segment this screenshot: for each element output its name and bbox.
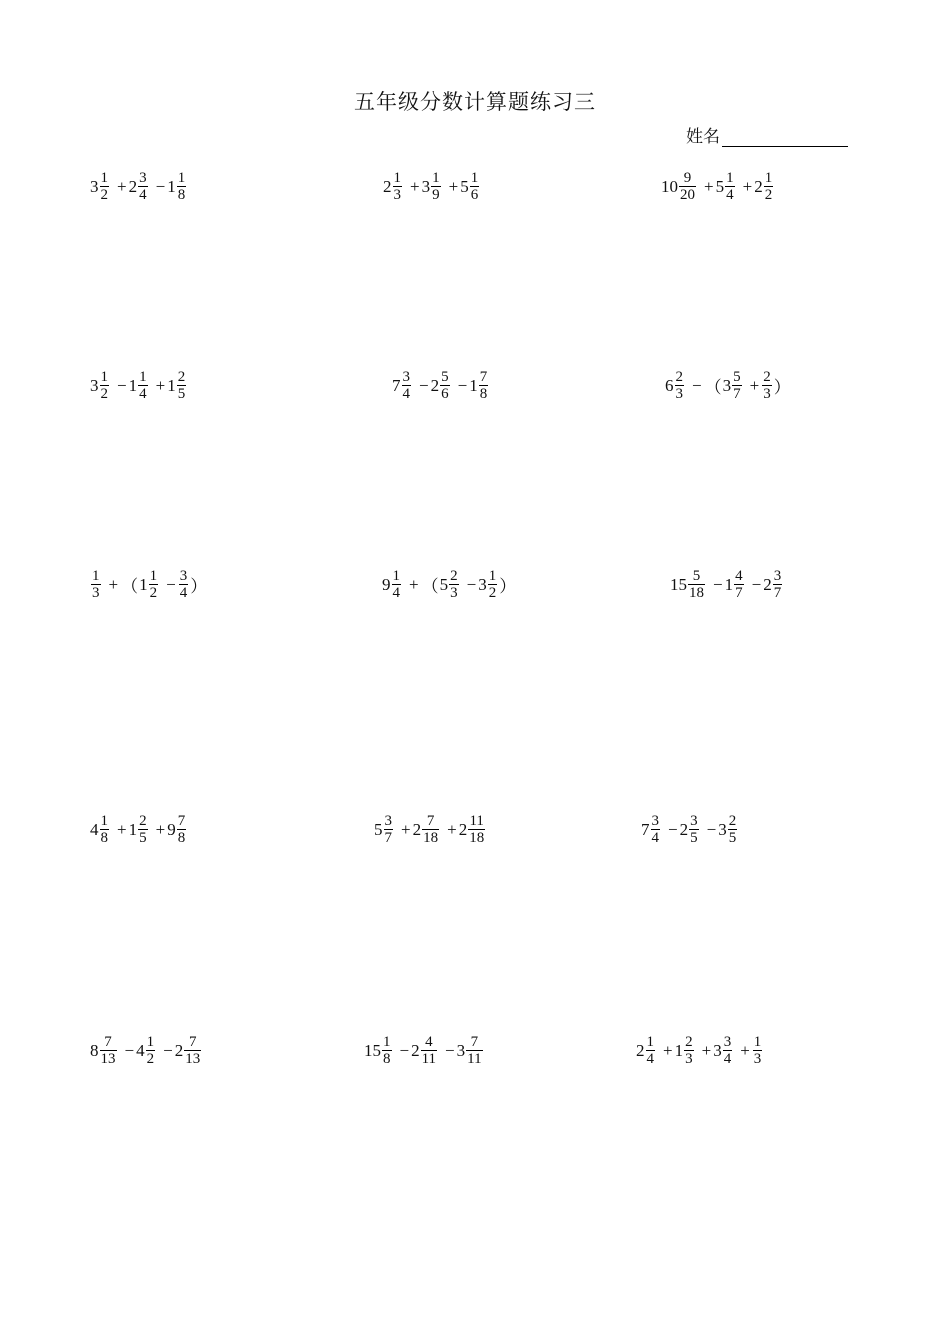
fraction xyxy=(646,1034,656,1067)
numerator: 1 xyxy=(146,1034,155,1050)
numerator: 7 xyxy=(177,813,186,829)
whole-part: 3 xyxy=(718,819,727,839)
problem-9 xyxy=(670,568,783,601)
whole-part: 15 xyxy=(670,574,687,594)
numerator: 1 xyxy=(470,170,479,186)
whole-part: 3 xyxy=(713,1040,722,1060)
mixed-number xyxy=(383,170,403,203)
mixed-number xyxy=(641,813,661,846)
mixed-number xyxy=(167,813,187,846)
fraction xyxy=(91,568,101,601)
denominator: 3 xyxy=(753,1051,762,1067)
problem-1 xyxy=(90,170,187,203)
numerator: 1 xyxy=(392,568,400,584)
fraction xyxy=(184,1034,201,1067)
problem-8 xyxy=(382,568,517,601)
mixed-number xyxy=(754,170,774,203)
name-blank-line[interactable] xyxy=(722,126,848,147)
whole-part: 9 xyxy=(382,574,391,594)
denominator: 4 xyxy=(139,386,147,402)
parenthesis: ） xyxy=(499,577,517,596)
fraction xyxy=(100,1034,117,1067)
whole-part: 4 xyxy=(90,819,99,839)
numerator: 1 xyxy=(100,369,108,385)
denominator: 2 xyxy=(488,585,497,601)
fraction xyxy=(732,369,742,402)
fraction xyxy=(393,170,403,203)
fraction xyxy=(177,813,187,846)
numerator: 1 xyxy=(393,170,401,186)
whole-part: 1 xyxy=(128,375,138,395)
numerator: 1 xyxy=(139,369,147,385)
mixed-number xyxy=(392,369,412,402)
whole-part: 2 xyxy=(458,819,468,839)
fraction xyxy=(479,369,489,402)
fraction xyxy=(773,568,783,601)
operator: − xyxy=(668,819,678,839)
denominator: 6 xyxy=(441,386,449,402)
denominator: 20 xyxy=(680,187,695,203)
problem-11 xyxy=(374,813,486,846)
mixed-number xyxy=(167,369,187,402)
whole-part: 3 xyxy=(90,375,99,395)
mixed-number xyxy=(725,568,745,601)
denominator: 4 xyxy=(646,1051,654,1067)
numerator: 3 xyxy=(690,813,698,829)
denominator: 8 xyxy=(177,830,186,846)
denominator: 3 xyxy=(763,386,771,402)
numerator: 2 xyxy=(139,813,147,829)
mixed-number xyxy=(713,1034,733,1067)
whole-part: 9 xyxy=(167,819,176,839)
numerator: 2 xyxy=(728,813,737,829)
denominator: 3 xyxy=(450,585,458,601)
mixed-number xyxy=(761,369,773,402)
numerator: 1 xyxy=(92,568,100,584)
whole-part: 4 xyxy=(136,1040,145,1060)
denominator: 7 xyxy=(384,830,392,846)
operator: + xyxy=(663,1040,673,1060)
problem-2 xyxy=(383,170,480,203)
denominator: 3 xyxy=(675,386,683,402)
mixed-number xyxy=(469,369,489,402)
fraction xyxy=(100,813,110,846)
operator: − xyxy=(751,574,762,594)
whole-part: 2 xyxy=(128,176,138,196)
numerator: 7 xyxy=(104,1034,112,1050)
mixed-number xyxy=(382,568,402,601)
parenthesis: ） xyxy=(773,378,791,397)
mixed-number xyxy=(167,170,187,203)
operator: + xyxy=(117,819,127,839)
denominator: 3 xyxy=(92,585,100,601)
fraction xyxy=(449,568,459,601)
operator: + xyxy=(447,819,457,839)
whole-part: 10 xyxy=(661,176,678,196)
denominator: 5 xyxy=(177,386,186,402)
denominator: 18 xyxy=(423,830,439,846)
numerator: 1 xyxy=(100,170,108,186)
whole-part: 3 xyxy=(421,176,431,196)
fraction xyxy=(734,568,744,601)
denominator: 8 xyxy=(383,1051,391,1067)
name-label: 姓名 xyxy=(686,127,720,147)
numerator: 1 xyxy=(764,170,773,186)
denominator: 3 xyxy=(393,187,401,203)
denominator: 8 xyxy=(479,386,488,402)
mixed-number xyxy=(90,369,110,402)
whole-part: 1 xyxy=(128,819,138,839)
denominator: 2 xyxy=(764,187,773,203)
fraction xyxy=(728,813,738,846)
operator: − xyxy=(155,176,166,196)
numerator: 7 xyxy=(470,1034,479,1050)
denominator: 11 xyxy=(421,1051,437,1067)
mixed-number xyxy=(129,369,149,402)
fraction xyxy=(466,1034,482,1067)
fraction xyxy=(689,813,699,846)
numerator: 4 xyxy=(425,1034,433,1050)
fraction xyxy=(100,369,110,402)
fraction xyxy=(470,170,480,203)
numerator: 5 xyxy=(692,568,701,584)
denominator: 18 xyxy=(689,585,704,601)
numerator: 3 xyxy=(723,1034,732,1050)
parenthesis: （ xyxy=(121,577,139,596)
mixed-number xyxy=(459,813,487,846)
fraction xyxy=(179,568,189,601)
mixed-number xyxy=(718,813,738,846)
whole-part: 15 xyxy=(364,1040,381,1060)
mixed-number xyxy=(763,568,783,601)
whole-part: 3 xyxy=(90,176,99,196)
numerator: 3 xyxy=(384,813,392,829)
mixed-number xyxy=(136,1034,156,1067)
mixed-number xyxy=(431,369,451,402)
whole-part: 5 xyxy=(460,176,469,196)
operator: − xyxy=(124,1040,135,1060)
whole-part: 6 xyxy=(665,375,674,395)
whole-part: 2 xyxy=(174,1040,184,1060)
fraction xyxy=(679,170,696,203)
whole-part: 2 xyxy=(412,819,422,839)
mixed-number xyxy=(440,568,460,601)
fraction xyxy=(392,568,402,601)
mixed-number xyxy=(716,170,736,203)
fraction xyxy=(764,170,774,203)
fraction xyxy=(675,369,685,402)
whole-part: 8 xyxy=(90,1040,99,1060)
numerator: 1 xyxy=(753,1034,762,1050)
fraction xyxy=(149,568,159,601)
mixed-number xyxy=(129,170,149,203)
mixed-number xyxy=(670,568,706,601)
mixed-number xyxy=(460,170,480,203)
numerator: 2 xyxy=(675,369,683,385)
numerator: 9 xyxy=(683,170,692,186)
fraction xyxy=(468,813,485,846)
whole-part: 7 xyxy=(641,819,650,839)
operator: − xyxy=(163,1040,173,1060)
operator: + xyxy=(740,1040,750,1060)
denominator: 13 xyxy=(185,1051,201,1067)
denominator: 4 xyxy=(402,386,410,402)
operator: + xyxy=(410,176,420,196)
numerator: 1 xyxy=(646,1034,654,1050)
numerator: 5 xyxy=(733,369,741,385)
denominator: 7 xyxy=(735,585,743,601)
operator: + xyxy=(704,176,714,196)
mixed-number xyxy=(457,1034,484,1067)
operator: + xyxy=(701,1040,712,1060)
operator: + xyxy=(749,375,760,395)
mixed-number xyxy=(675,1034,695,1067)
denominator: 13 xyxy=(100,1051,116,1067)
fraction xyxy=(100,170,110,203)
whole-part: 1 xyxy=(167,176,176,196)
operator: − xyxy=(445,1040,455,1060)
mixed-number xyxy=(90,568,102,601)
denominator: 8 xyxy=(100,830,108,846)
denominator: 5 xyxy=(139,830,147,846)
whole-part: 2 xyxy=(430,375,440,395)
fraction xyxy=(431,170,441,203)
operator: − xyxy=(466,574,477,594)
whole-part: 1 xyxy=(674,1040,684,1060)
numerator: 1 xyxy=(149,568,158,584)
operator: + xyxy=(155,375,166,395)
denominator: 7 xyxy=(733,386,741,402)
fraction xyxy=(421,1034,437,1067)
operator: + xyxy=(155,819,166,839)
fraction xyxy=(422,813,439,846)
fraction xyxy=(177,369,187,402)
numerator: 7 xyxy=(426,813,435,829)
denominator: 4 xyxy=(726,187,734,203)
problem-13 xyxy=(90,1034,202,1067)
parenthesis: ） xyxy=(190,577,208,596)
problem-14 xyxy=(364,1034,484,1067)
whole-part: 1 xyxy=(139,574,148,594)
mixed-number xyxy=(90,813,110,846)
numerator: 3 xyxy=(139,170,147,186)
mixed-number xyxy=(90,1034,118,1067)
mixed-number xyxy=(129,813,149,846)
parenthesis: （ xyxy=(421,577,439,596)
mixed-number xyxy=(680,813,700,846)
denominator: 5 xyxy=(690,830,698,846)
mixed-number xyxy=(478,568,498,601)
operator: − xyxy=(457,375,468,395)
problem-3 xyxy=(661,170,774,203)
fraction xyxy=(762,369,772,402)
denominator: 5 xyxy=(728,830,737,846)
whole-part: 3 xyxy=(456,1040,466,1060)
operator: + xyxy=(108,574,119,594)
whole-part: 5 xyxy=(374,819,383,839)
whole-part: 5 xyxy=(439,574,449,594)
numerator: 3 xyxy=(179,568,188,584)
operator: − xyxy=(117,375,127,395)
mixed-number xyxy=(665,369,685,402)
whole-part: 2 xyxy=(754,176,763,196)
denominator: 4 xyxy=(651,830,659,846)
whole-part: 1 xyxy=(724,574,734,594)
numerator: 7 xyxy=(479,369,488,385)
numerator: 2 xyxy=(763,369,771,385)
numerator: 11 xyxy=(469,813,484,829)
fraction xyxy=(402,369,412,402)
whole-part: 2 xyxy=(679,819,689,839)
problem-15 xyxy=(636,1034,763,1067)
whole-part: 3 xyxy=(478,574,487,594)
operator: + xyxy=(401,819,411,839)
fraction xyxy=(725,170,735,203)
denominator: 7 xyxy=(773,585,782,601)
mixed-number xyxy=(413,813,441,846)
whole-part: 2 xyxy=(763,574,772,594)
numerator: 3 xyxy=(402,369,410,385)
fraction xyxy=(138,170,148,203)
operator: − xyxy=(706,819,717,839)
denominator: 2 xyxy=(100,386,108,402)
operator: − xyxy=(713,574,723,594)
fraction xyxy=(138,369,148,402)
operator: − xyxy=(166,574,176,594)
denominator: 11 xyxy=(467,1051,482,1067)
problem-7 xyxy=(90,568,208,601)
numerator: 4 xyxy=(735,568,743,584)
mixed-number xyxy=(723,369,743,402)
fraction xyxy=(138,813,148,846)
denominator: 2 xyxy=(146,1051,155,1067)
denominator: 2 xyxy=(100,187,108,203)
whole-part: 2 xyxy=(383,176,392,196)
operator: − xyxy=(399,1040,410,1060)
whole-part: 7 xyxy=(392,375,401,395)
numerator: 2 xyxy=(177,369,186,385)
problem-10 xyxy=(90,813,187,846)
denominator: 8 xyxy=(177,187,186,203)
numerator: 1 xyxy=(177,170,186,186)
operator: − xyxy=(692,375,702,395)
numerator: 3 xyxy=(651,813,659,829)
whole-part: 3 xyxy=(722,375,732,395)
fraction xyxy=(440,369,450,402)
problem-6 xyxy=(665,369,792,402)
denominator: 18 xyxy=(469,830,485,846)
mixed-number xyxy=(374,813,394,846)
fraction xyxy=(488,568,498,601)
denominator: 4 xyxy=(392,585,400,601)
fraction xyxy=(382,1034,392,1067)
mixed-number xyxy=(175,1034,203,1067)
fraction xyxy=(146,1034,156,1067)
numerator: 7 xyxy=(188,1034,197,1050)
problem-5 xyxy=(392,369,489,402)
operator: + xyxy=(117,176,127,196)
fraction xyxy=(753,1034,763,1067)
problem-12 xyxy=(641,813,738,846)
operator: + xyxy=(742,176,753,196)
mixed-number xyxy=(422,170,442,203)
mixed-number xyxy=(661,170,697,203)
denominator: 9 xyxy=(432,187,440,203)
denominator: 4 xyxy=(723,1051,732,1067)
denominator: 4 xyxy=(139,187,147,203)
numerator: 1 xyxy=(432,170,440,186)
problem-4 xyxy=(90,369,187,402)
mixed-number xyxy=(139,568,159,601)
denominator: 6 xyxy=(470,187,479,203)
name-field xyxy=(686,122,848,147)
numerator: 1 xyxy=(488,568,497,584)
fraction xyxy=(723,1034,733,1067)
numerator: 2 xyxy=(450,568,458,584)
fraction xyxy=(651,813,661,846)
denominator: 4 xyxy=(179,585,188,601)
mixed-number xyxy=(752,1034,764,1067)
numerator: 2 xyxy=(685,1034,693,1050)
whole-part: 2 xyxy=(411,1040,420,1060)
numerator: 1 xyxy=(726,170,734,186)
operator: − xyxy=(419,375,429,395)
mixed-number xyxy=(364,1034,393,1067)
numerator: 5 xyxy=(441,369,449,385)
denominator: 3 xyxy=(685,1051,693,1067)
parenthesis: （ xyxy=(704,378,722,397)
mixed-number xyxy=(90,170,110,203)
fraction xyxy=(384,813,394,846)
numerator: 3 xyxy=(773,568,782,584)
fraction xyxy=(688,568,705,601)
denominator: 2 xyxy=(149,585,158,601)
fraction xyxy=(177,170,187,203)
whole-part: 1 xyxy=(167,375,176,395)
mixed-number xyxy=(636,1034,656,1067)
numerator: 1 xyxy=(383,1034,391,1050)
whole-part: 1 xyxy=(469,375,478,395)
operator: + xyxy=(409,574,419,594)
page-title: 五年级分数计算题练习三 xyxy=(354,90,596,114)
numerator: 1 xyxy=(100,813,108,829)
whole-part: 5 xyxy=(715,176,725,196)
mixed-number xyxy=(178,568,190,601)
whole-part: 2 xyxy=(636,1040,645,1060)
fraction xyxy=(684,1034,694,1067)
operator: + xyxy=(448,176,459,196)
mixed-number xyxy=(411,1034,438,1067)
